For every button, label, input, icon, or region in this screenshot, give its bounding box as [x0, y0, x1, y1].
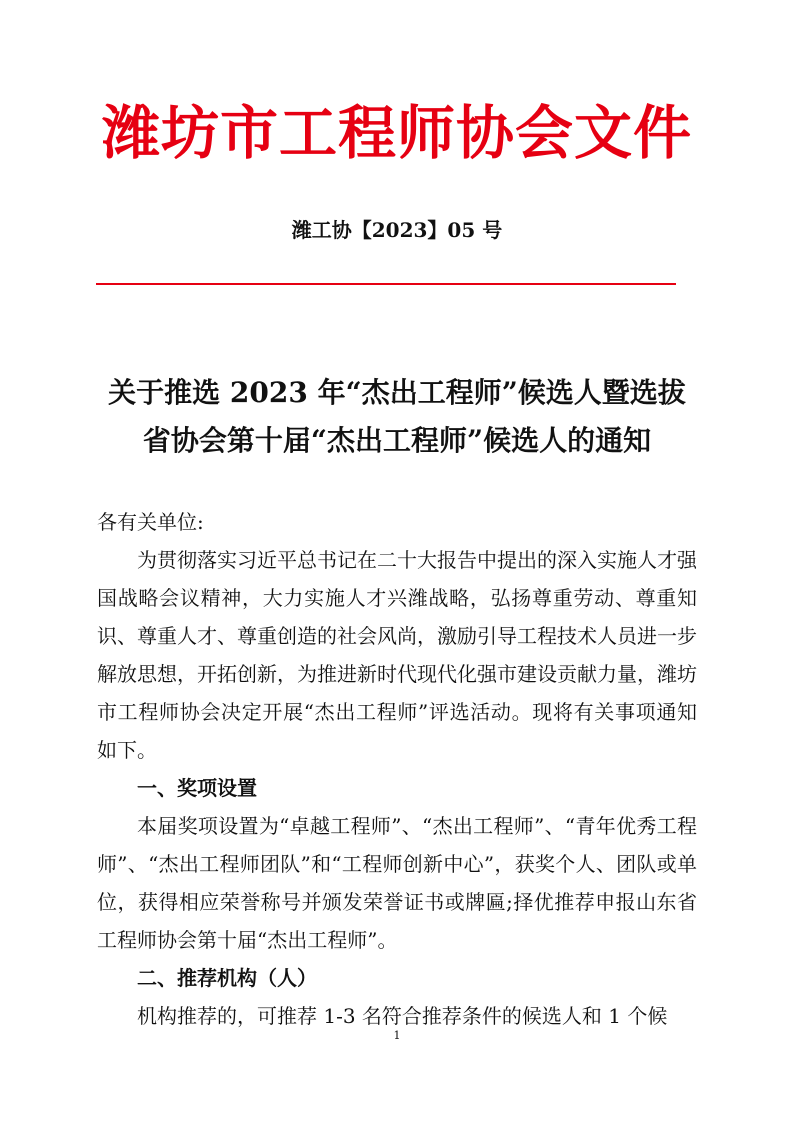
body-paragraph-intro: 为贯彻落实习近平总书记在二十大报告中提出的深入实施人才强国战略会议精神，大力实施人才兴潍战略，弘扬尊重劳动、尊重知识、尊重人才、尊重创造的社会风尚，激励引导工程技术人员进一步解放思想，开拓创新，为推进新时代现代化强市建设贡献力量，潍坊市工程师协会决定开展“杰出工程师”评选活动。现将有关事项通知如下。 [97, 548, 697, 762]
document-header-title: 潍坊市工程师协会文件 [101, 99, 692, 167]
notice-title-line-1: 关于推选 2023 年“杰出工程师”候选人暨选拔 [108, 376, 686, 409]
document-number: 潍工协【2023】05 号 [291, 218, 503, 242]
salutation: 各有关单位: [97, 510, 204, 534]
page-number: 1 [393, 1029, 401, 1042]
notice-body [97, 503, 697, 1035]
notice-title [0, 369, 794, 465]
section-heading-awards: 一、奖项设置 [137, 776, 257, 800]
red-divider-line [96, 283, 676, 285]
section-heading-nominating-bodies: 二、推荐机构（人） [137, 966, 317, 990]
body-paragraph-nominating-bodies: 机构推荐的，可推荐 1-3 名符合推荐条件的候选人和 1 个候 [137, 1004, 668, 1028]
notice-title-line-2: 省协会第十届“杰出工程师”候选人的通知 [142, 424, 652, 457]
body-paragraph-awards: 本届奖项设置为“卓越工程师”、“杰出工程师”、“青年优秀工程师”、“杰出工程师团队”和“工程师创新中心”，获奖个人、团队或单位，获得相应荣誉称号并颁发荣誉证书或牌匾;择优推荐申报山东省工程师协会第十届“杰出工程师”。 [97, 814, 697, 952]
